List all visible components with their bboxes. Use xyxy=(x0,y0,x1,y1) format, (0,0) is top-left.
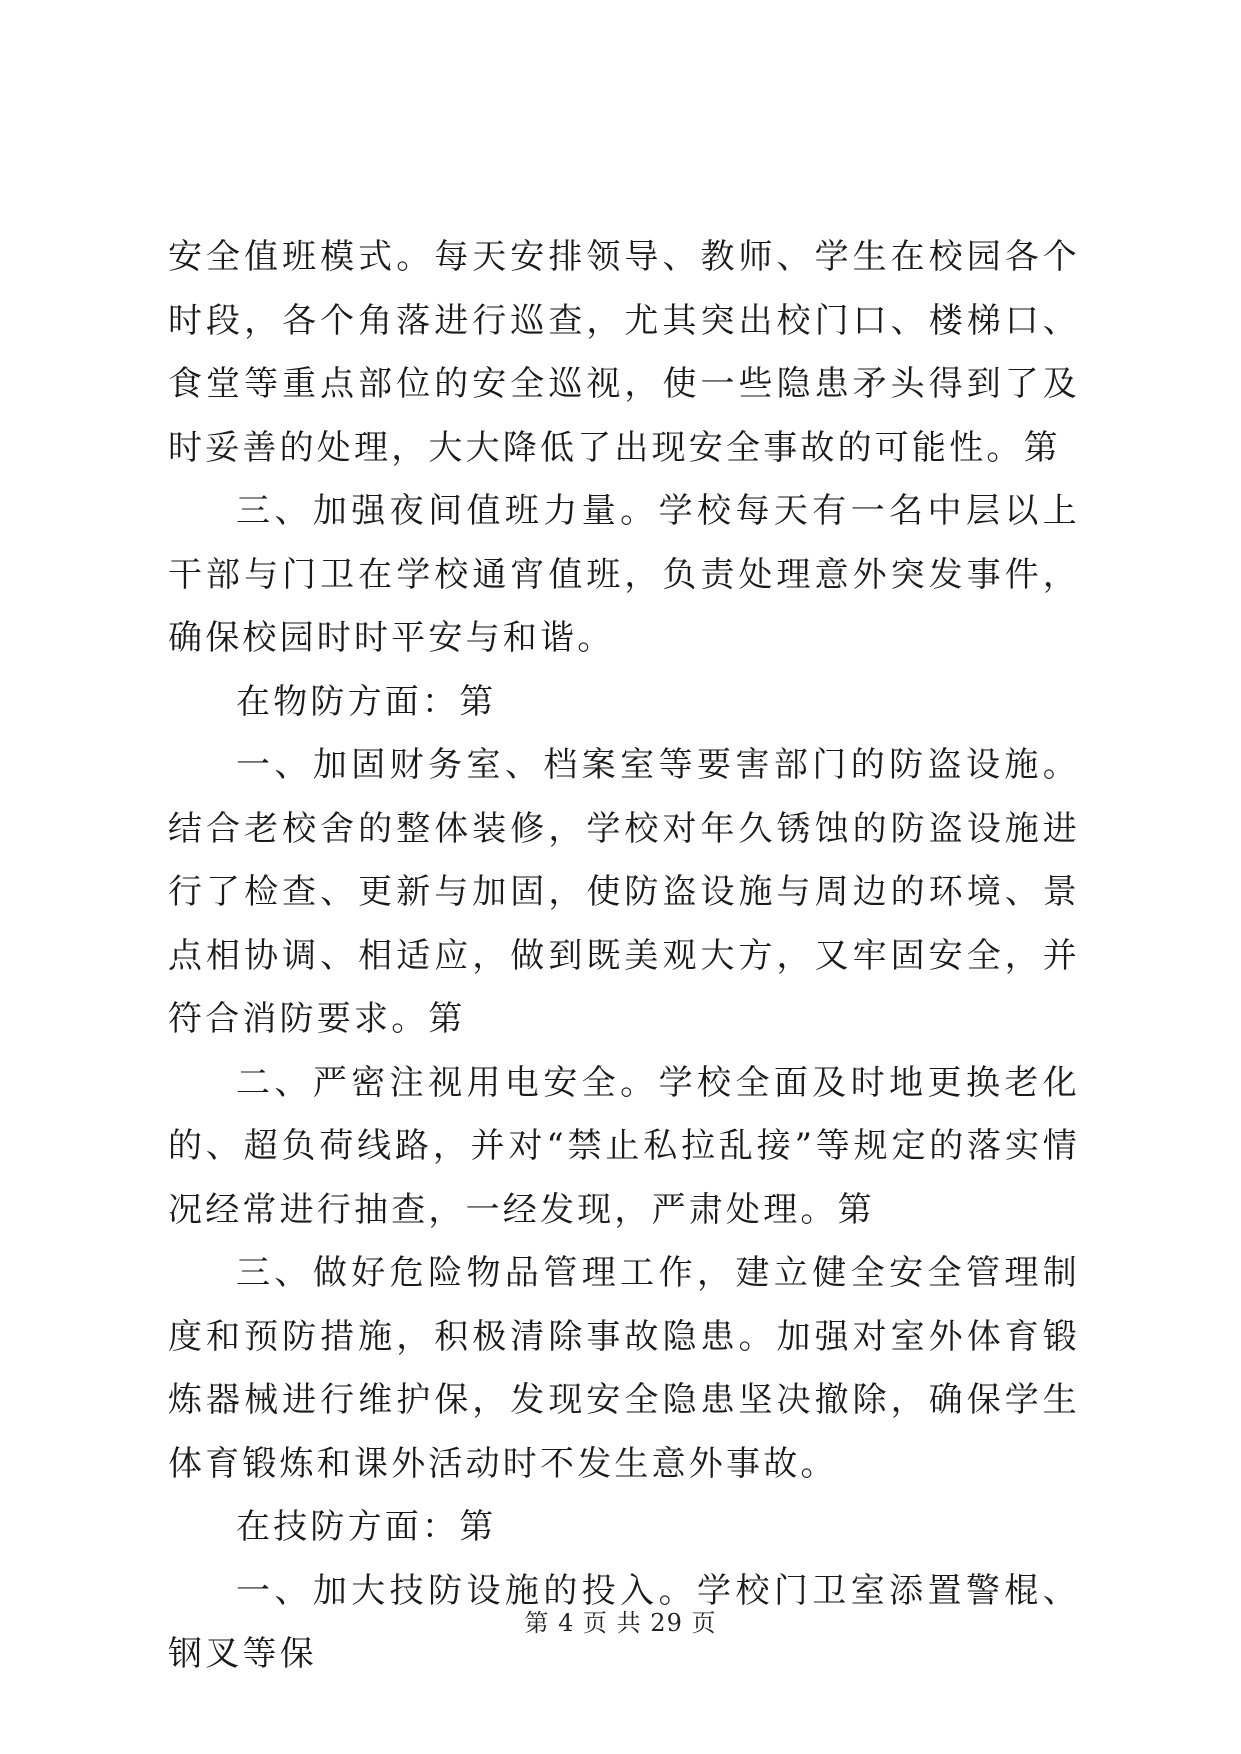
page-number-footer: 第 4 页 共 29 页 xyxy=(524,1609,717,1637)
paragraph-3: 在物防方面：第 xyxy=(236,681,497,722)
paragraph-2: 三、加强夜间值班力量。学校每天有一名中层以上干部与门卫在学校通宵值班，负责处理意外突发事件，确保校园时时平安与和谐。 xyxy=(168,491,1080,658)
paragraph-4: 一、加固财务室、档案室等要害部门的防盗设施。结合老校舍的整体装修，学校对年久锈蚀的防盗设施进行了检查、更新与加固，使防盗设施与周边的环境、景点相协调、相适应，做到既美观大方，又牢固安全，并符合消防要求。第 xyxy=(168,745,1080,1039)
document-body xyxy=(168,226,1080,1687)
paragraph-8: 一、加大技防设施的投入。学校门卫室添置警棍、钢叉等保 xyxy=(168,1570,1080,1674)
paragraph-6: 三、做好危险物品管理工作，建立健全安全管理制度和预防措施，积极清除事故隐患。加强对室外体育锻炼器械进行维护保，发现安全隐患坚决撤除，确保学生体育锻炼和课外活动时不发生意外事故。 xyxy=(168,1253,1080,1484)
paragraph-5: 二、严密注视用电安全。学校全面及时地更换老化的、超负荷线路，并对“禁止私拉乱接”等规定的落实情况经常进行抽查，一经发现，严肃处理。第 xyxy=(168,1062,1080,1230)
paragraph-1: 安全值班模式。每天安排领导、教师、学生在校园各个时段，各个角落进行巡查，尤其突出校门口、楼梯口、食堂等重点部位的安全巡视，使一些隐患矛头得到了及时妥善的处理，大大降低了出现安全事故的可能性。第 xyxy=(168,237,1080,468)
paragraph-7: 在技防方面：第 xyxy=(236,1507,497,1547)
